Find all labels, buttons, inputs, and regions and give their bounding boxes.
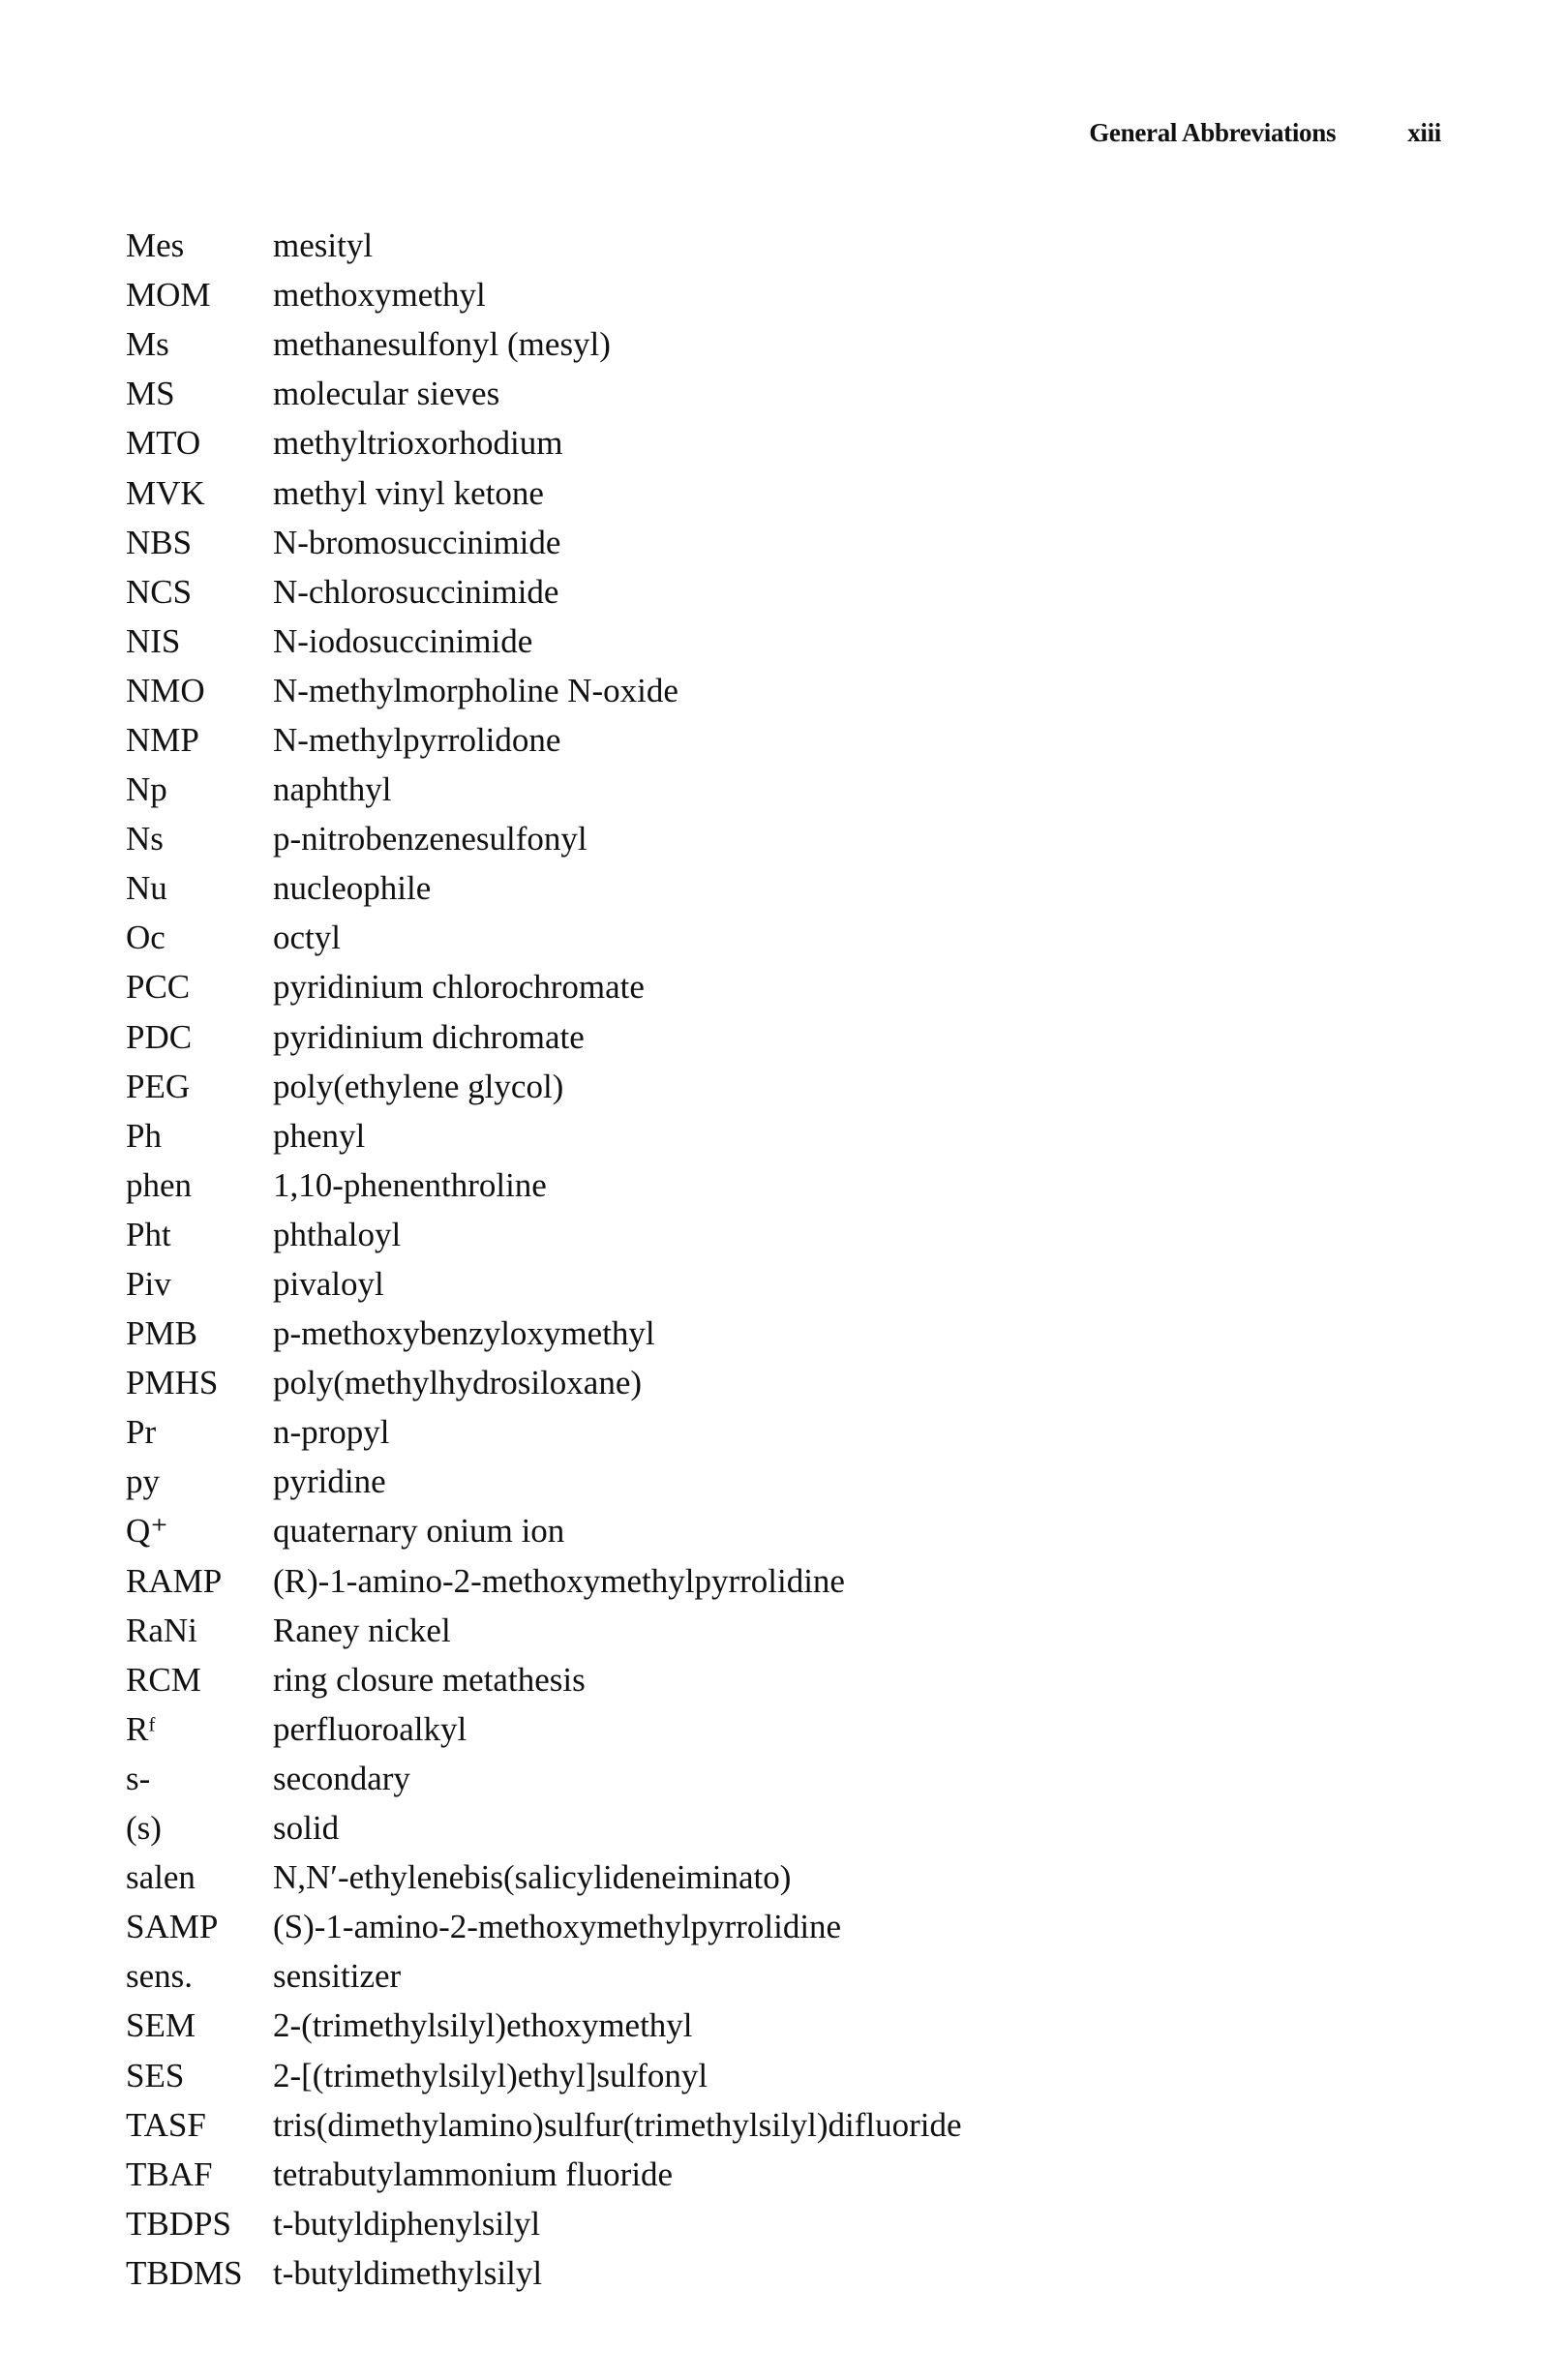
abbreviation-term: RAMP [126, 1561, 223, 1600]
abbreviation-definition: N-iodosuccinimide [273, 621, 533, 660]
abbreviation-definition: naphthyl [273, 770, 392, 809]
list-item [126, 567, 962, 617]
abbreviation-definition: t-butyldiphenylsilyl [273, 2204, 541, 2243]
abbreviation-definition: pivaloyl [273, 1265, 384, 1304]
abbreviation-definition: tetrabutylammonium fluoride [273, 2154, 674, 2193]
abbreviation-term: RaNi [126, 1611, 197, 1649]
list-item [126, 1556, 962, 1606]
abbreviation-definition: (S)-1-amino-2-methoxymethylpyrrolidine [273, 1908, 842, 1946]
abbreviation-definition: pyridine [273, 1462, 386, 1501]
abbreviation-definition: n-propyl [273, 1413, 390, 1452]
section-title: General Abbreviations [1089, 118, 1337, 147]
abbreviation-definition: methoxymethyl [273, 276, 486, 315]
abbreviation-term: NMO [126, 671, 205, 709]
abbreviation-term: NCS [126, 572, 193, 611]
list-item [126, 1160, 962, 1210]
abbreviation-definition: N-methylmorpholine N-oxide [273, 671, 678, 709]
abbreviation-definition: phthaloyl [273, 1215, 402, 1253]
abbreviation-definition: ring closure metathesis [273, 1660, 586, 1699]
list-item [126, 1259, 962, 1309]
abbreviation-definition: N,N′-ethylenebis(salicylideneiminato) [273, 1858, 792, 1897]
abbreviation-term: Piv [126, 1265, 171, 1304]
abbreviation-definition: poly(ethylene glycol) [273, 1067, 564, 1105]
abbreviation-term: PEG [126, 1067, 191, 1105]
list-item [126, 369, 962, 418]
abbreviation-definition: 2-[(trimethylsilyl)ethyl]sulfonyl [273, 2056, 708, 2094]
abbreviation-term: MVK [126, 473, 205, 512]
abbreviation-term: PMB [126, 1314, 197, 1353]
abbreviation-term: Rᶠ [126, 1709, 156, 1748]
list-item [126, 1606, 962, 1655]
list-item [126, 1210, 962, 1259]
abbreviation-term: NIS [126, 621, 181, 660]
abbreviation-term: TBDPS [126, 2204, 231, 2243]
abbreviation-list [126, 221, 962, 2298]
list-item [126, 1506, 962, 1555]
abbreviation-term: Ns [126, 820, 164, 859]
list-item [126, 2100, 962, 2150]
abbreviation-term: TASF [126, 2105, 206, 2144]
list-item [126, 1951, 962, 2001]
abbreviation-term: salen [126, 1858, 196, 1897]
abbreviation-term: MS [126, 375, 175, 413]
list-item [126, 1457, 962, 1506]
list-item [126, 1655, 962, 1704]
list-item [126, 2050, 962, 2099]
abbreviation-definition: tris(dimethylamino)sulfur(trimethylsilyl)difluoride [273, 2105, 962, 2144]
abbreviation-term: Pht [126, 1215, 171, 1253]
abbreviation-definition: phenyl [273, 1116, 366, 1155]
list-item [126, 418, 962, 467]
list-item [126, 2001, 962, 2050]
abbreviation-definition: secondary [273, 1759, 410, 1797]
list-item [126, 962, 962, 1011]
abbreviation-term: Q⁺ [126, 1512, 168, 1551]
abbreviation-definition: p-nitrobenzenesulfonyl [273, 820, 588, 859]
abbreviation-term: TBDMS [126, 2253, 243, 2292]
abbreviation-definition: quaternary onium ion [273, 1512, 565, 1551]
abbreviation-definition: molecular sieves [273, 375, 500, 413]
abbreviation-term: SAMP [126, 1908, 219, 1946]
abbreviation-definition: nucleophile [273, 869, 432, 908]
list-item [126, 913, 962, 962]
abbreviation-definition: methanesulfonyl (mesyl) [273, 325, 611, 364]
list-item [126, 765, 962, 814]
abbreviation-definition: perfluoroalkyl [273, 1709, 467, 1748]
abbreviation-definition: solid [273, 1809, 340, 1848]
abbreviation-term: s- [126, 1759, 151, 1797]
list-item [126, 1309, 962, 1358]
abbreviation-term: sens. [126, 1957, 194, 1996]
abbreviation-term: PDC [126, 1017, 193, 1056]
list-item [126, 1012, 962, 1062]
list-item [126, 2150, 962, 2199]
abbreviation-definition: N-methylpyrrolidone [273, 720, 561, 759]
abbreviation-term: py [126, 1462, 160, 1501]
list-item [126, 715, 962, 765]
abbreviation-term: Ph [126, 1116, 162, 1155]
list-item [126, 1853, 962, 1902]
abbreviation-term: MTO [126, 424, 201, 463]
list-item [126, 814, 962, 863]
abbreviation-term: NMP [126, 720, 199, 759]
abbreviation-definition: 2-(trimethylsilyl)ethoxymethyl [273, 2006, 693, 2045]
list-item [126, 1062, 962, 1111]
abbreviation-term: TBAF [126, 2154, 213, 2193]
abbreviation-term: (s) [126, 1809, 162, 1848]
list-item [126, 1754, 962, 1803]
list-item [126, 863, 962, 913]
abbreviation-definition: Raney nickel [273, 1611, 451, 1649]
list-item [126, 319, 962, 369]
abbreviation-definition: methyl vinyl ketone [273, 473, 544, 512]
abbreviation-definition: sensitizer [273, 1957, 402, 1996]
abbreviation-term: Pr [126, 1413, 157, 1452]
abbreviation-term: Mes [126, 226, 185, 265]
abbreviation-term: PCC [126, 968, 191, 1007]
list-item [126, 1111, 962, 1160]
list-item [126, 1407, 962, 1457]
abbreviation-term: PMHS [126, 1364, 219, 1402]
abbreviation-term: Nu [126, 869, 167, 908]
abbreviation-term: NBS [126, 523, 193, 561]
list-item [126, 666, 962, 715]
abbreviation-definition: poly(methylhydrosiloxane) [273, 1364, 643, 1402]
list-item [126, 1803, 962, 1853]
abbreviation-definition: 1,10-phenenthroline [273, 1165, 547, 1204]
abbreviation-definition: methyltrioxorhodium [273, 424, 563, 463]
abbreviation-term: Np [126, 770, 167, 809]
list-item [126, 221, 962, 270]
abbreviation-term: RCM [126, 1660, 201, 1699]
list-item [126, 617, 962, 666]
list-item [126, 1902, 962, 1951]
list-item [126, 467, 962, 517]
page-number: xiii [1407, 118, 1441, 147]
list-item [126, 270, 962, 319]
abbreviation-term: SEM [126, 2006, 196, 2045]
abbreviation-definition: octyl [273, 919, 341, 957]
running-header [1089, 118, 1441, 148]
abbreviation-definition: pyridinium dichromate [273, 1017, 585, 1056]
abbreviation-definition: N-chlorosuccinimide [273, 572, 559, 611]
abbreviation-definition: pyridinium chlorochromate [273, 968, 645, 1007]
list-item [126, 2199, 962, 2248]
abbreviation-definition: t-butyldimethylsilyl [273, 2253, 543, 2292]
abbreviation-definition: N-bromosuccinimide [273, 523, 561, 561]
list-item [126, 518, 962, 567]
list-item [126, 1358, 962, 1407]
abbreviation-term: Oc [126, 919, 166, 957]
list-item [126, 1704, 962, 1754]
abbreviation-definition: (R)-1-amino-2-methoxymethylpyrrolidine [273, 1561, 845, 1600]
abbreviation-term: MOM [126, 276, 211, 315]
abbreviation-term: SES [126, 2056, 185, 2094]
abbreviation-term: phen [126, 1165, 193, 1204]
abbreviation-definition: p-methoxybenzyloxymethyl [273, 1314, 655, 1353]
abbreviation-definition: mesityl [273, 226, 374, 265]
list-item [126, 2248, 962, 2298]
abbreviation-term: Ms [126, 325, 169, 364]
